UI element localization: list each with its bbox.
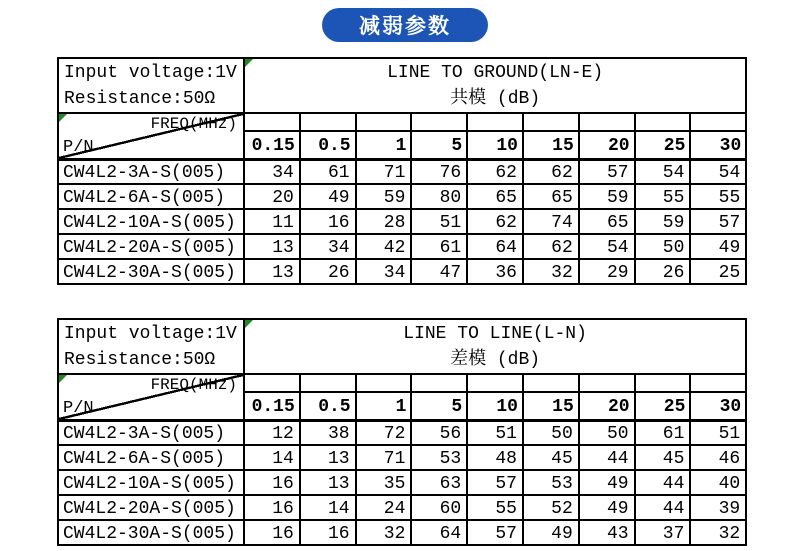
attenuation-value-cell: 56 xyxy=(411,420,467,445)
attenuation-value-cell: 60 xyxy=(411,495,467,520)
attenuation-value-cell: 54 xyxy=(579,234,635,259)
attenuation-value-cell: 26 xyxy=(635,259,691,284)
freq-header-cell: 0.5 xyxy=(300,392,356,420)
attenuation-value-cell: 34 xyxy=(244,159,300,184)
green-corner-marker-icon xyxy=(59,114,67,122)
attenuation-value-cell: 49 xyxy=(579,470,635,495)
attenuation-value-cell: 50 xyxy=(579,420,635,445)
spacer-cell xyxy=(244,374,300,392)
attenuation-value-cell: 16 xyxy=(244,520,300,545)
test-conditions-cell xyxy=(58,58,244,113)
attenuation-value-cell: 65 xyxy=(467,184,523,209)
table-title-cell xyxy=(244,58,746,113)
attenuation-value-cell: 54 xyxy=(690,159,746,184)
spacer-cell xyxy=(467,374,523,392)
attenuation-value-cell: 42 xyxy=(356,234,412,259)
green-corner-marker-icon xyxy=(245,320,253,328)
freq-pn-diagonal-cell xyxy=(58,374,244,420)
attenuation-value-cell: 45 xyxy=(523,445,579,470)
table-row xyxy=(58,184,746,209)
attenuation-value-cell: 20 xyxy=(244,184,300,209)
attenuation-value-cell: 76 xyxy=(411,159,467,184)
attenuation-value-cell: 35 xyxy=(356,470,412,495)
attenuation-value-cell: 32 xyxy=(523,259,579,284)
part-number-cell: CW4L2-6A-S(005) xyxy=(58,184,244,209)
spacer-row xyxy=(58,374,746,392)
table-row xyxy=(58,259,746,284)
attenuation-value-cell: 63 xyxy=(411,470,467,495)
table-title-line2: 共模 (dB) xyxy=(450,89,541,109)
attenuation-value-cell: 62 xyxy=(467,159,523,184)
spacer-cell xyxy=(690,374,746,392)
freq-header-cell: 10 xyxy=(467,392,523,420)
attenuation-value-cell: 57 xyxy=(579,159,635,184)
freq-header-cell: 0.15 xyxy=(244,392,300,420)
attenuation-value-cell: 44 xyxy=(635,470,691,495)
attenuation-value-cell: 57 xyxy=(690,209,746,234)
attenuation-value-cell: 16 xyxy=(244,470,300,495)
attenuation-value-cell: 51 xyxy=(690,420,746,445)
attenuation-value-cell: 11 xyxy=(244,209,300,234)
attenuation-value-cell: 49 xyxy=(579,495,635,520)
attenuation-value-cell: 74 xyxy=(523,209,579,234)
attenuation-value-cell: 38 xyxy=(300,420,356,445)
attenuation-value-cell: 12 xyxy=(244,420,300,445)
spacer-cell xyxy=(690,113,746,131)
part-number-cell: CW4L2-20A-S(005) xyxy=(58,495,244,520)
attenuation-value-cell: 13 xyxy=(300,470,356,495)
table-row xyxy=(58,520,746,545)
freq-header-cell: 20 xyxy=(579,392,635,420)
attenuation-value-cell: 28 xyxy=(356,209,412,234)
attenuation-value-cell: 62 xyxy=(467,209,523,234)
attenuation-value-cell: 34 xyxy=(300,234,356,259)
table-row xyxy=(58,209,746,234)
attenuation-value-cell: 47 xyxy=(411,259,467,284)
differential-mode-table-section xyxy=(57,318,747,546)
attenuation-value-cell: 52 xyxy=(523,495,579,520)
pn-axis-label: P/N xyxy=(63,137,94,157)
attenuation-value-cell: 14 xyxy=(244,445,300,470)
attenuation-value-cell: 49 xyxy=(300,184,356,209)
attenuation-value-cell: 44 xyxy=(635,495,691,520)
attenuation-value-cell: 13 xyxy=(244,259,300,284)
attenuation-value-cell: 14 xyxy=(300,495,356,520)
table-title-row xyxy=(58,58,746,85)
attenuation-value-cell: 34 xyxy=(356,259,412,284)
attenuation-value-cell: 48 xyxy=(467,445,523,470)
attenuation-value-cell: 24 xyxy=(356,495,412,520)
freq-header-cell: 20 xyxy=(579,131,635,159)
table-row xyxy=(58,420,746,445)
spacer-cell xyxy=(411,374,467,392)
resistance-label: Resistance:50Ω xyxy=(64,350,216,370)
attenuation-value-cell: 49 xyxy=(523,520,579,545)
table-row xyxy=(58,234,746,259)
common-mode-table-section xyxy=(57,57,747,285)
freq-header-cell: 25 xyxy=(635,392,691,420)
table-title-line1: LINE TO GROUND(LN-E) xyxy=(387,63,604,83)
attenuation-value-cell: 61 xyxy=(300,159,356,184)
attenuation-value-cell: 50 xyxy=(523,420,579,445)
part-number-cell: CW4L2-10A-S(005) xyxy=(58,209,244,234)
resistance-label: Resistance:50Ω xyxy=(64,89,216,109)
spacer-cell xyxy=(356,374,412,392)
attenuation-value-cell: 44 xyxy=(579,445,635,470)
attenuation-value-cell: 29 xyxy=(579,259,635,284)
freq-header-cell: 30 xyxy=(690,392,746,420)
attenuation-value-cell: 16 xyxy=(300,520,356,545)
table-row xyxy=(58,445,746,470)
freq-header-cell: 15 xyxy=(523,131,579,159)
spacer-row xyxy=(58,113,746,131)
attenuation-value-cell: 72 xyxy=(356,420,412,445)
attenuation-value-cell: 25 xyxy=(690,259,746,284)
green-corner-marker-icon xyxy=(245,59,253,67)
attenuation-value-cell: 65 xyxy=(579,209,635,234)
freq-pn-diagonal-cell xyxy=(58,113,244,159)
test-conditions-cell xyxy=(58,319,244,374)
attenuation-value-cell: 51 xyxy=(411,209,467,234)
spacer-cell xyxy=(356,113,412,131)
attenuation-value-cell: 57 xyxy=(467,470,523,495)
spacer-cell xyxy=(523,113,579,131)
freq-axis-label: FREQ(MHz) xyxy=(150,115,237,133)
part-number-cell: CW4L2-6A-S(005) xyxy=(58,445,244,470)
spacer-cell xyxy=(635,374,691,392)
part-number-cell: CW4L2-30A-S(005) xyxy=(58,520,244,545)
freq-header-cell: 25 xyxy=(635,131,691,159)
attenuation-value-cell: 16 xyxy=(300,209,356,234)
spacer-cell xyxy=(244,113,300,131)
freq-axis-label: FREQ(MHz) xyxy=(150,376,237,394)
spacer-cell xyxy=(635,113,691,131)
attenuation-value-cell: 61 xyxy=(635,420,691,445)
attenuation-value-cell: 71 xyxy=(356,445,412,470)
spacer-cell xyxy=(579,374,635,392)
attenuation-value-cell: 43 xyxy=(579,520,635,545)
attenuation-value-cell: 39 xyxy=(690,495,746,520)
part-number-cell: CW4L2-3A-S(005) xyxy=(58,420,244,445)
attenuation-value-cell: 45 xyxy=(635,445,691,470)
attenuation-value-cell: 59 xyxy=(579,184,635,209)
spacer-cell xyxy=(300,113,356,131)
attenuation-value-cell: 53 xyxy=(523,470,579,495)
attenuation-value-cell: 46 xyxy=(690,445,746,470)
attenuation-value-cell: 65 xyxy=(523,184,579,209)
attenuation-value-cell: 64 xyxy=(411,520,467,545)
attenuation-value-cell: 40 xyxy=(690,470,746,495)
spacer-cell xyxy=(467,113,523,131)
attenuation-value-cell: 13 xyxy=(244,234,300,259)
input-voltage-label: Input voltage:1V xyxy=(64,324,237,344)
freq-header-cell: 30 xyxy=(690,131,746,159)
attenuation-table-differential-mode xyxy=(57,318,747,546)
spacer-cell xyxy=(523,374,579,392)
attenuation-value-cell: 53 xyxy=(411,445,467,470)
attenuation-value-cell: 54 xyxy=(635,159,691,184)
attenuation-value-cell: 51 xyxy=(467,420,523,445)
attenuation-value-cell: 13 xyxy=(300,445,356,470)
attenuation-value-cell: 59 xyxy=(356,184,412,209)
attenuation-value-cell: 55 xyxy=(635,184,691,209)
part-number-cell: CW4L2-10A-S(005) xyxy=(58,470,244,495)
attenuation-value-cell: 37 xyxy=(635,520,691,545)
attenuation-value-cell: 49 xyxy=(690,234,746,259)
attenuation-value-cell: 16 xyxy=(244,495,300,520)
attenuation-value-cell: 55 xyxy=(467,495,523,520)
spacer-cell xyxy=(411,113,467,131)
freq-header-cell: 5 xyxy=(411,392,467,420)
attenuation-value-cell: 26 xyxy=(300,259,356,284)
freq-header-cell: 0.5 xyxy=(300,131,356,159)
part-number-cell: CW4L2-30A-S(005) xyxy=(58,259,244,284)
attenuation-value-cell: 61 xyxy=(411,234,467,259)
attenuation-value-cell: 80 xyxy=(411,184,467,209)
table-title-line1: LINE TO LINE(L-N) xyxy=(403,324,587,344)
table-row xyxy=(58,470,746,495)
attenuation-value-cell: 55 xyxy=(690,184,746,209)
green-corner-marker-icon xyxy=(59,375,67,383)
attenuation-value-cell: 36 xyxy=(467,259,523,284)
freq-header-cell: 5 xyxy=(411,131,467,159)
freq-header-cell: 1 xyxy=(356,131,412,159)
attenuation-value-cell: 59 xyxy=(635,209,691,234)
attenuation-table-common-mode xyxy=(57,57,747,285)
pn-axis-label: P/N xyxy=(63,398,94,418)
input-voltage-label: Input voltage:1V xyxy=(64,63,237,83)
attenuation-value-cell: 50 xyxy=(635,234,691,259)
spacer-cell xyxy=(579,113,635,131)
freq-header-cell: 1 xyxy=(356,392,412,420)
freq-header-cell: 0.15 xyxy=(244,131,300,159)
freq-header-cell: 10 xyxy=(467,131,523,159)
table-row xyxy=(58,495,746,520)
title-badge xyxy=(322,8,488,42)
title-badge-label: 减弱参数 xyxy=(359,15,451,38)
attenuation-value-cell: 32 xyxy=(690,520,746,545)
table-row xyxy=(58,159,746,184)
attenuation-value-cell: 57 xyxy=(467,520,523,545)
part-number-cell: CW4L2-3A-S(005) xyxy=(58,159,244,184)
part-number-cell: CW4L2-20A-S(005) xyxy=(58,234,244,259)
attenuation-value-cell: 32 xyxy=(356,520,412,545)
table-title-row xyxy=(58,319,746,346)
table-title-cell xyxy=(244,319,746,374)
freq-header-cell: 15 xyxy=(523,392,579,420)
attenuation-value-cell: 64 xyxy=(467,234,523,259)
attenuation-value-cell: 62 xyxy=(523,234,579,259)
table-title-line2: 差模 (dB) xyxy=(450,350,541,370)
attenuation-value-cell: 62 xyxy=(523,159,579,184)
attenuation-value-cell: 71 xyxy=(356,159,412,184)
spacer-cell xyxy=(300,374,356,392)
